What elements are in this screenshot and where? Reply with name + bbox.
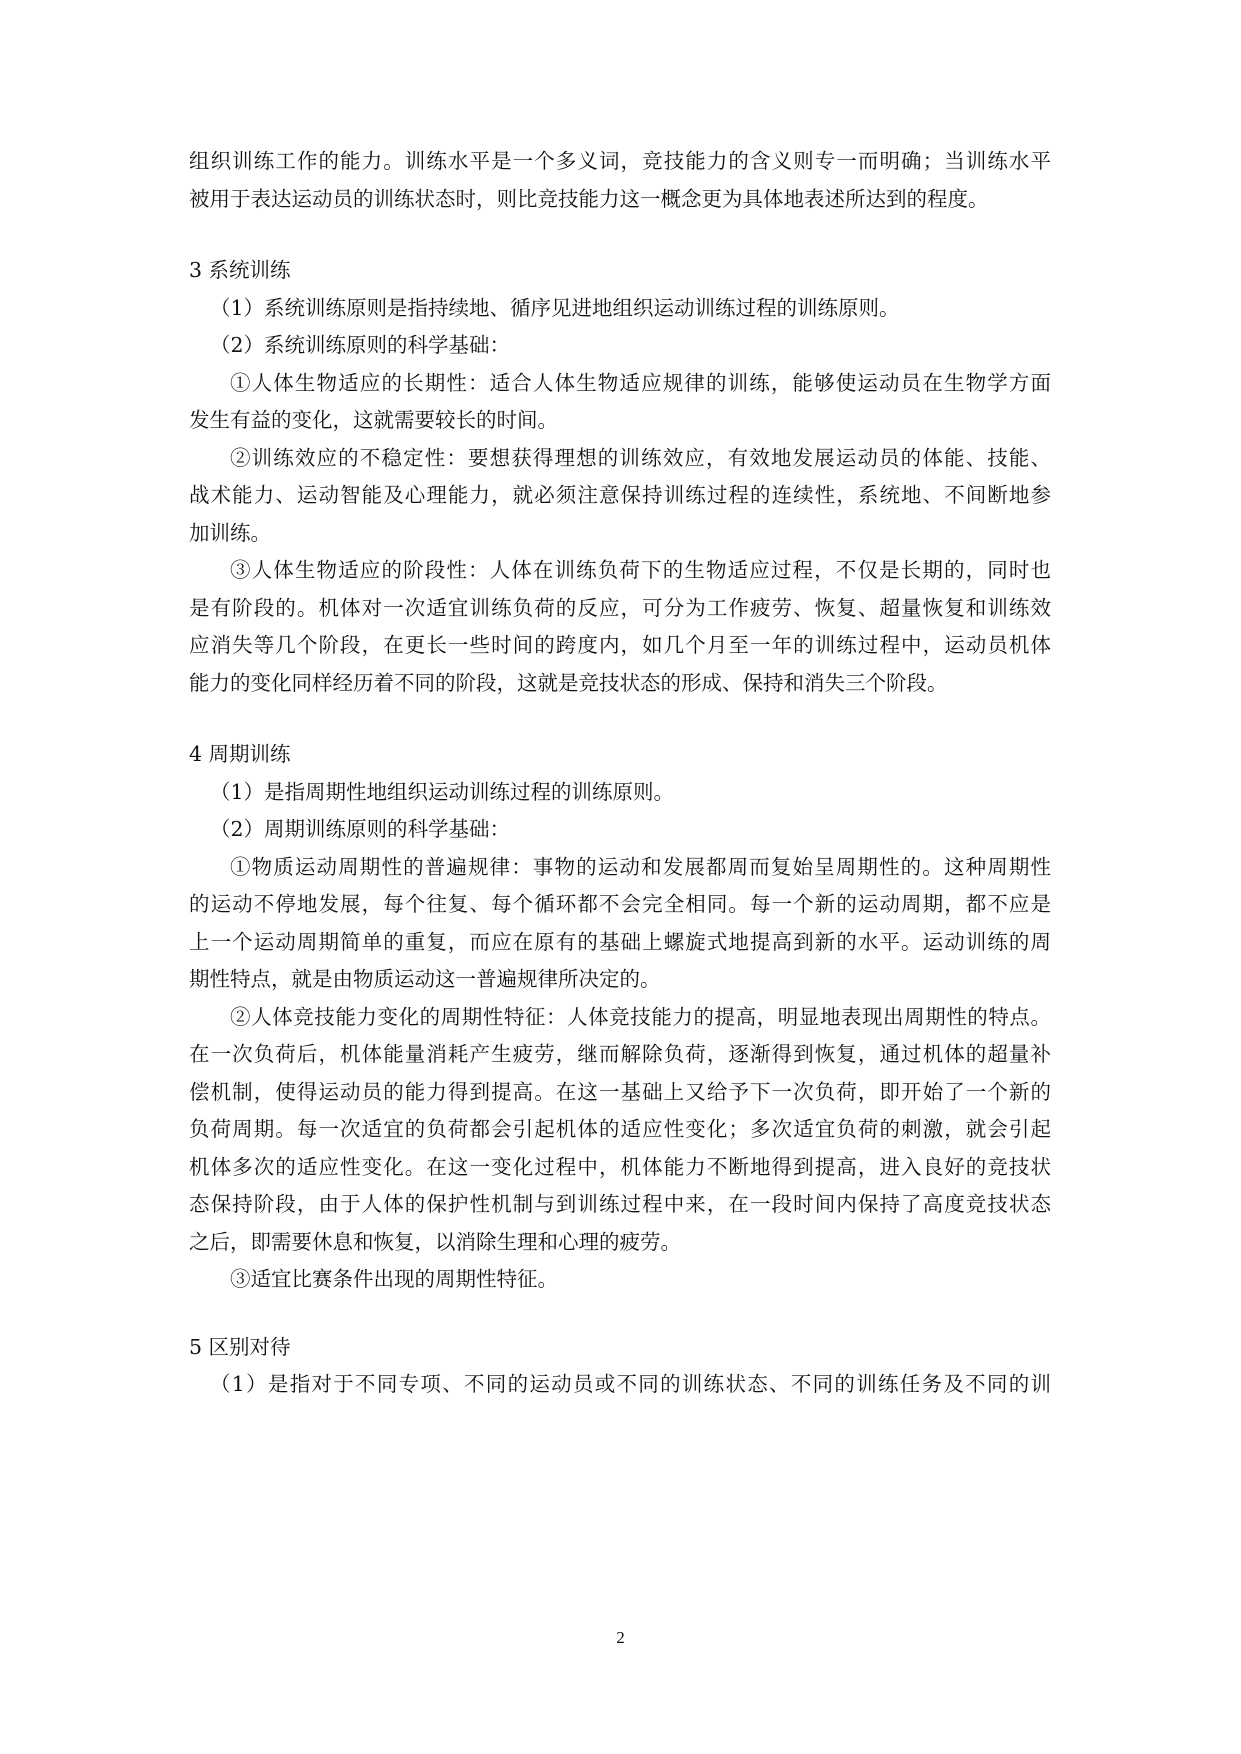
body-line: ①物质运动周期性的普遍规律：事物的运动和发展都周而复始呈周期性的。这种周期性 <box>230 854 1051 879</box>
body-line: 应消失等几个阶段，在更长一些时间的跨度内，如几个月至一年的训练过程中，运动员机体 <box>189 633 1051 657</box>
page-number: 2 <box>616 1628 625 1647</box>
body-line: ①人体生物适应的长期性：适合人体生物适应规律的训练，能够使运动员在生物学方面 <box>230 370 1051 395</box>
body-line: 是有阶段的。机体对一次适宜训练负荷的反应，可分为工作疲劳、恢复、超量恢复和训练效 <box>189 595 1051 620</box>
body-line: 被用于表达运动员的训练状态时，则比竞技能力这一概念更为具体地表述所达到的程度。 <box>189 186 989 211</box>
list-item: （2）周期训练原则的科学基础： <box>210 817 511 841</box>
body-line: 在一次负荷后，机体能量消耗产生疲劳，继而解除负荷，逐渐得到恢复，通过机体的超量补 <box>189 1042 1051 1066</box>
list-item: （1）是指周期性地组织运动训练过程的训练原则。 <box>210 779 675 804</box>
body-line: ②训练效应的不稳定性：要想获得理想的训练效应，有效地发展运动员的体能、技能、 <box>230 445 1051 470</box>
section-heading-3: 3 系统训练 <box>189 258 291 282</box>
body-line: 加训练。 <box>189 520 271 545</box>
page-content <box>189 143 1051 1404</box>
body-line: 的运动不停地发展，每个往复、每个循环都不会完全相同。每一个新的运动周期，都不应是 <box>189 892 1051 916</box>
list-item: （1）系统训练原则是指持续地、循序见进地组织运动训练过程的训练原则。 <box>210 295 900 320</box>
section-heading-4: 4 周期训练 <box>189 742 291 766</box>
body-line: 战术能力、运动智能及心理能力，就必须注意保持训练过程的连续性，系统地、不间断地参 <box>189 483 1051 507</box>
body-line: 上一个运动周期简单的重复，而应在原有的基础上螺旋式地提高到新的水平。运动训练的周 <box>189 929 1051 954</box>
body-line: 态保持阶段，由于人体的保护性机制与到训练过程中来，在一段时间内保持了高度竞技状态 <box>189 1192 1051 1216</box>
body-line: 期性特点，就是由物质运动这一普遍规律所决定的。 <box>189 967 661 991</box>
body-line: 组织训练工作的能力。训练水平是一个多义词，竞技能力的含义则专一而明确；当训练水平 <box>189 149 1051 173</box>
section-heading-5: 5 区别对待 <box>189 1334 291 1359</box>
body-line: 之后，即需要休息和恢复，以消除生理和心理的疲劳。 <box>189 1229 681 1254</box>
body-line: 能力的变化同样经历着不同的阶段，这就是竞技状态的形成、保持和消失三个阶段。 <box>189 670 948 695</box>
body-line: 发生有益的变化，这就需要较长的时间。 <box>189 408 558 432</box>
list-item: （2）系统训练原则的科学基础： <box>210 333 511 357</box>
body-line: ③人体生物适应的阶段性：人体在训练负荷下的生物适应过程，不仅是长期的，同时也 <box>230 558 1051 582</box>
body-line: 偿机制，使得运动员的能力得到提高。在这一基础上又给予下一次负荷，即开始了一个新的 <box>189 1079 1051 1104</box>
body-line: ③适宜比赛条件出现的周期性特征。 <box>230 1267 558 1291</box>
list-item: （1）是指对于不同专项、不同的运动员或不同的训练状态、不同的训练任务及不同的训 <box>210 1372 1051 1396</box>
body-line: ②人体竞技能力变化的周期性特征：人体竞技能力的提高，明显地表现出周期性的特点。 <box>230 1004 1051 1029</box>
body-line: 负荷周期。每一次适宜的负荷都会引起机体的适应性变化；多次适宜负荷的刺激，就会引起 <box>189 1117 1051 1141</box>
body-line: 机体多次的适应性变化。在这一变化过程中，机体能力不断地得到提高，进入良好的竞技状 <box>189 1154 1051 1179</box>
